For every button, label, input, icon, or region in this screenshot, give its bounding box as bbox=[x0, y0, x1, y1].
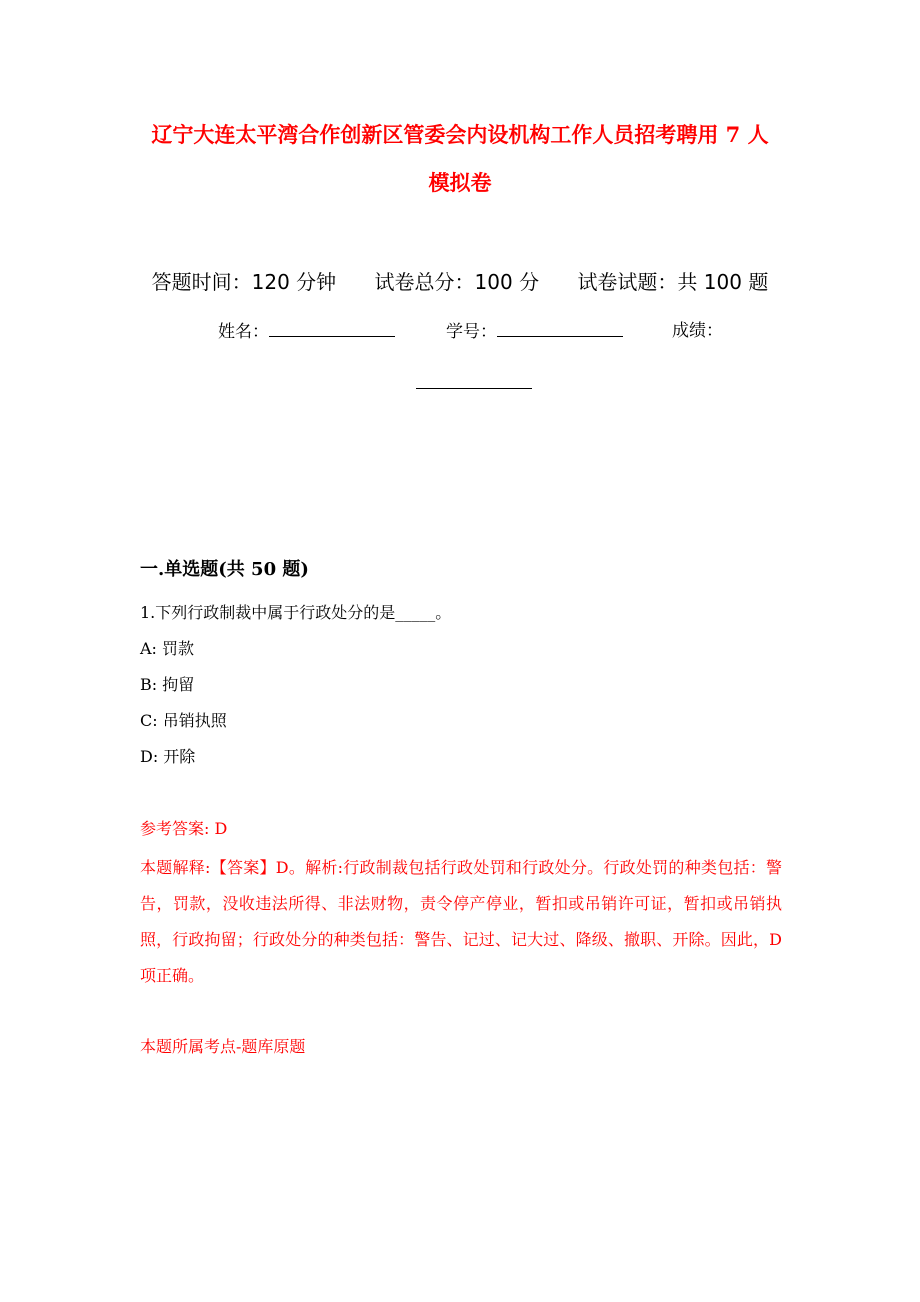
name-field[interactable] bbox=[218, 318, 395, 345]
option-a: A: 罚款 bbox=[140, 639, 195, 658]
section-heading: 一.单选题(共 50 题) bbox=[140, 559, 309, 580]
option-d: D: 开除 bbox=[140, 747, 196, 766]
exam-total-score: 试卷总分：100 分 bbox=[374, 270, 540, 294]
score-field bbox=[672, 318, 723, 344]
id-field[interactable] bbox=[446, 318, 623, 345]
name-blank[interactable] bbox=[269, 318, 395, 337]
title-line-1: 辽宁大连太平湾合作创新区管委会内设机构工作人员招考聘用 7 人 bbox=[151, 122, 769, 147]
option-b: B: 拘留 bbox=[140, 675, 195, 694]
score-label: 成绩： bbox=[672, 321, 723, 341]
title-line-2: 模拟卷 bbox=[428, 170, 492, 195]
option-c: C: 吊销执照 bbox=[140, 711, 227, 730]
id-blank[interactable] bbox=[497, 318, 623, 337]
name-label: 姓名： bbox=[218, 322, 269, 342]
question-stem: 1.下列行政制裁中属于行政处分的是_____。 bbox=[140, 603, 452, 622]
answer: 参考答案: D bbox=[140, 819, 228, 838]
score-blank[interactable] bbox=[416, 368, 532, 389]
topic-note: 本题所属考点-题库原题 bbox=[140, 1037, 306, 1056]
id-label: 学号： bbox=[446, 322, 497, 342]
exam-question-count: 试卷试题：共 100 题 bbox=[577, 270, 769, 294]
exam-time: 答题时间：120 分钟 bbox=[151, 270, 337, 294]
exam-meta bbox=[0, 268, 920, 296]
explanation: 本题解释:【答案】D。解析:行政制裁包括行政处罚和行政处分。行政处罚的种类包括：警告，罚款，没收违法所得、非法财物，责令停产停业，暂扣或吊销许可证，暂扣或吊销执照，行政拘留；行政处分的种类包括：警告、记过、记大过、降级、撤职、开除。因此，D 项正确。 bbox=[140, 858, 782, 985]
